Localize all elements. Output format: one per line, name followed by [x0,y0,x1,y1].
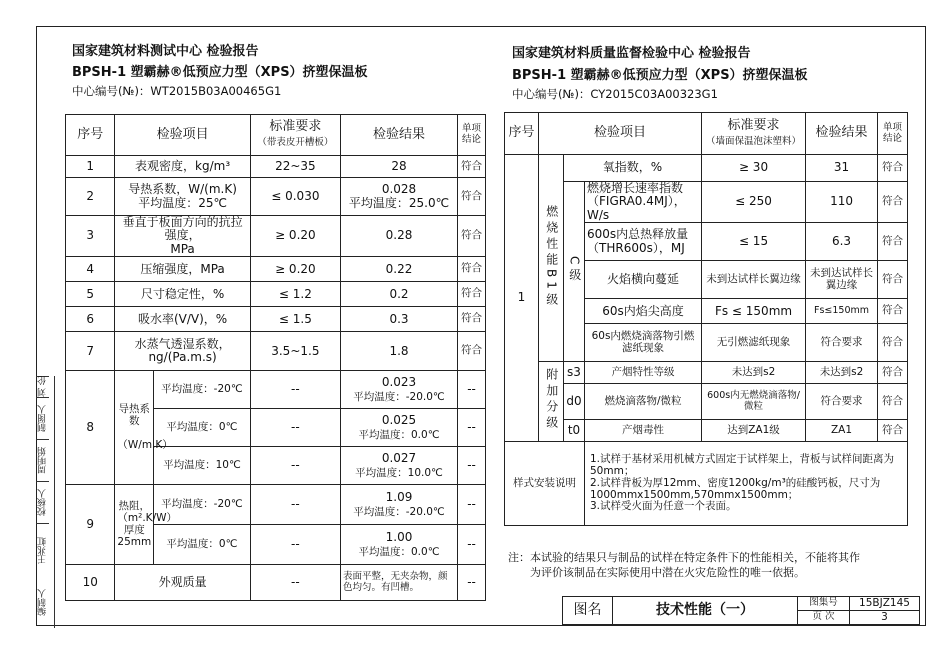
signature-cell: 王兆虹 [36,523,49,578]
footnote-line-1: 注：本试验的结果只与制品的试样在特定条件下的性能相关，不能将其作 [508,551,860,564]
atlas-number: 15BJZ145 [850,597,920,611]
table-row: 平均温度：0℃ -- 1.00 平均温度：0.0℃ -- [66,525,486,565]
table-row: d0 燃烧滴落物/微粒 600s内无燃烧滴落物/微粒 符合要求 符合 [505,384,908,420]
table-row: 6 吸水率(V/V)，% ≤ 1.5 0.3 符合 [66,307,486,332]
header-no: 序号 [66,115,115,156]
signature-cell: 周明娟 [36,439,49,481]
table-row: 3 垂直于板面方向的抗拉强度， MPa ≥ 0.20 0.28 符合 [66,216,486,257]
page-label: 页 次 [798,611,850,625]
signature-cell: 制图人 [36,397,49,439]
left-product: BPSH-1 塑霸赫®低预应力型（XPS）挤塑保温板 [72,65,368,80]
install-note: 2.试样背板为厚12mm、密度1200kg/m³的硅酸钙板，尺寸为1000mmx1500mm,570mmx1500mm； [590,476,881,501]
right-center-no: 中心编号(№)：CY2015C03A00323G1 [512,87,718,101]
right-report-table [504,112,908,526]
table-row: 5 尺寸稳定性，% ≤ 1.2 0.2 符合 [66,282,486,307]
page-number: 3 [850,611,920,625]
header-item: 检验项目 [115,115,250,156]
header-result: 检验结果 [340,115,457,156]
table-row: 1 燃烧性能B1级 氧指数，% ≥ 30 31 符合 [505,155,908,182]
drawing-title: 技术性能（一） [613,597,798,625]
table-row: 火焰横向蔓延 未到达试样长翼边缘 未到达试样长翼边缘 符合 [505,261,908,299]
install-note: 3.试样受火面为任意一个表面。 [590,500,737,513]
header-std: 标准要求 （墙面保温泡沫塑料） [702,113,806,155]
header-result: 检验结果 [806,113,878,155]
left-center-no: 中心编号(№)：WT2015B03A00465G1 [72,84,282,98]
table-row: t0 产烟毒性 达到ZA1级 ZA1 符合 [505,420,908,442]
fig-label: 图名 [563,597,613,625]
table-row: 10 外观质量 -- 表面平整，无夹杂物，颜色均匀。有凹槽。 -- [66,565,486,601]
table-row: 2 导热系数，W/(m.K) 平均温度：25℃ ≤ 0.030 0.028 平均温度：25.0℃ 符合 [66,178,486,216]
table-row: 平均温度：0℃ -- 0.025 平均温度：0.0℃ -- [66,409,486,447]
title-block [562,596,920,625]
table-row: 8 导热系数 （W/m.K） 平均温度：-20℃ -- 0.023 平均温度：-20.0℃ -- [66,371,486,409]
header-verdict: 单项结论 [878,113,908,155]
table-row: 60s内焰尖高度 Fs ≤ 150mm Fs≤150mm 符合 [505,299,908,324]
left-report-table [65,114,486,601]
table-row: C级 燃烧增长速率指数（FIGRA0.4MJ），W/s ≤ 250 110 符合 [505,182,908,223]
signature-cell: 刘 伦 [38,376,48,398]
install-note: 1.试样于基材采用机械方式固定于试样架上，背板与试样间距离为50mm； [590,453,895,478]
right-product: BPSH-1 塑霸赫®低预应力型（XPS）挤塑保温板 [512,68,808,83]
table-row: 60s内燃烧滴落物引燃滤纸现象 无引燃滤纸现象 符合要求 符合 [505,324,908,362]
table-row: 9 热阻， （m².K/W） 厚度25mm 平均温度：-20℃ -- 1.09 平均温度：-20.0℃ -- [66,485,486,525]
table-row: 附加分级 s3 产烟特性等级 未达到s2 未达到s2 符合 [505,362,908,384]
right-org-report: 国家建筑材料质量监督检验中心 检验报告 [512,46,751,61]
header-std: 标准要求 （带表皮开槽板） [250,115,340,156]
atlas-label: 图集号 [798,597,850,611]
header-verdict: 单项结论 [458,115,486,156]
header-no: 序号 [505,113,539,155]
table-row: 4 压缩强度，MPa ≥ 0.20 0.22 符合 [66,257,486,282]
table-row: 平均温度：10℃ -- 0.027 平均温度：10.0℃ -- [66,447,486,485]
install-row: 样式安装说明 1.试样于基材采用机械方式固定于试样架上，背板与试样间距离为50mm； 2.试样背板为厚12mm、密度1200kg/m³的硅酸钙板，尺寸为1000mmx1500mm,570mmx1500mm； 3.试样受火面为任意一个表面。 [505,442,908,526]
signature-strip [36,376,55,628]
signature-cell: 编制人 [38,589,48,617]
left-org-report: 国家建筑材料测试中心 检验报告 [72,44,259,59]
table-row: 7 水蒸气透湿系数， ng/(Pa.m.s) 3.5~1.5 1.8 符合 [66,332,486,371]
footnote-line-2: 为评价该制品在实际使用中潜在火灾危险性的唯一依据。 [530,566,805,579]
table-row: 1 表观密度，kg/m³ 22~35 28 符合 [66,156,486,178]
signature-cell: 校核人 [36,481,49,523]
table-row: 600s内总热释放量（THR600s），MJ ≤ 15 6.3 符合 [505,223,908,261]
header-item: 检验项目 [539,113,702,155]
